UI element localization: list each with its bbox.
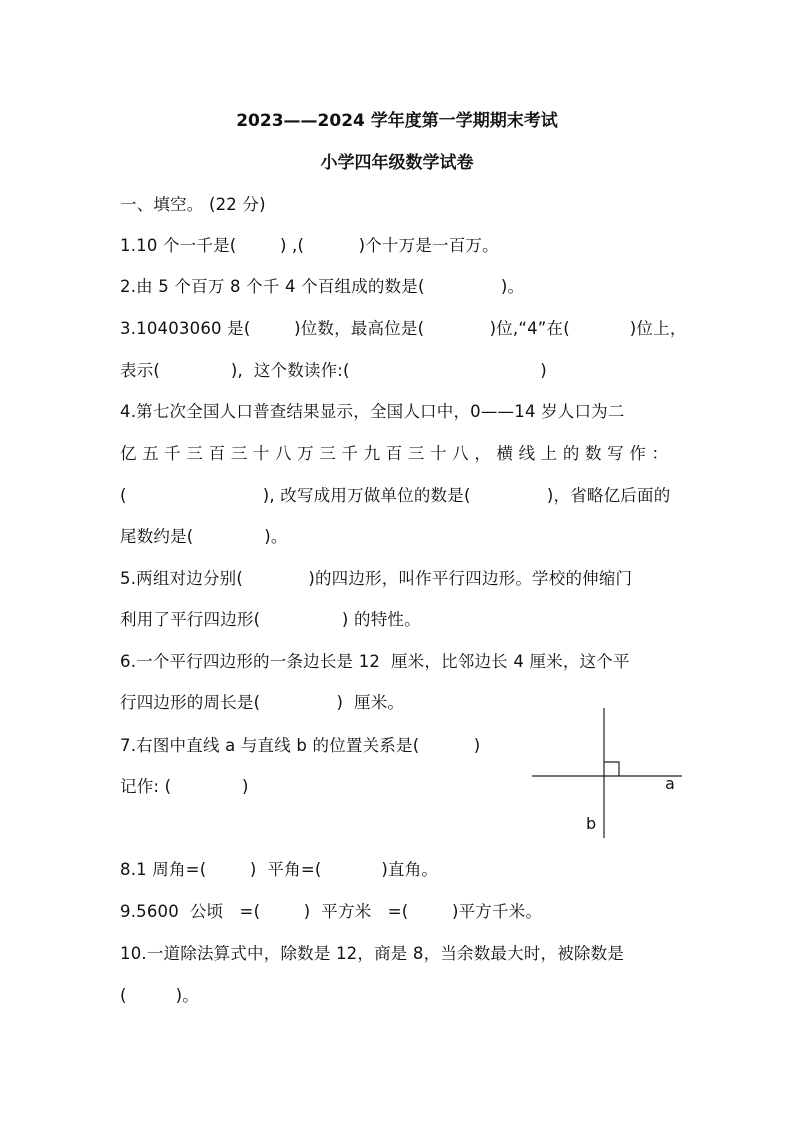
- question-line: 7.右图中直线 a 与直线 b 的位置关系是( ): [120, 736, 481, 755]
- question-line: 5.两组对边分别( )的四边形，叫作平行四边形。学校的伸缩门: [120, 569, 633, 588]
- line-a-label: a: [665, 774, 675, 793]
- line-b-label: b: [586, 814, 597, 833]
- question-line: 1.10 个一千是( ) ,( )个十万是一百万。: [120, 236, 499, 255]
- right-angle-mark: [604, 762, 619, 776]
- question-line: 10.一道除法算式中，除数是 12，商是 8，当余数最大时，被除数是: [120, 944, 625, 963]
- question-line: 记作: ( ): [120, 777, 249, 796]
- question-line: ( ), 改写成用万做单位的数是( )，省略亿后面的: [120, 486, 671, 505]
- question-line: ( )。: [120, 986, 199, 1005]
- question-line: 2.由 5 个百万 8 个千 4 个百组成的数是( )。: [120, 277, 525, 296]
- question-line: 8.1 周角=( ) 平角=( )直角。: [120, 860, 439, 879]
- question-line: 3.10403060 是( )位数，最高位是( )位,“4”在( )位上，: [120, 319, 687, 338]
- question-line: 亿 五 千 三 百 三 十 八 万 三 千 九 百 三 十 八 ， 横 线 上 的 数 写 作 ：: [120, 444, 669, 463]
- question-line: 4.第七次全国人口普查结果显示，全国人口中，0——14 岁人口为二: [120, 402, 625, 421]
- question-line: 6.一个平行四边形的一条边长是 12 厘米，比邻边长 4 厘米，这个平: [120, 652, 630, 671]
- question-line: 利用了平行四边形( ) 的特性。: [120, 610, 421, 629]
- question-line: 9.5600 公顷 =( ) 平方米 =( )平方千米。: [120, 902, 543, 921]
- question-line: 行四边形的周长是( ) 厘米。: [120, 693, 405, 712]
- section-heading: 一、填空。 (22 分): [120, 195, 266, 214]
- question-line: 尾数约是( )。: [120, 527, 288, 546]
- exam-subtitle: 小学四年级数学试卷: [320, 153, 474, 173]
- question-line: 表示( ), 这个数读作:( ): [120, 361, 547, 380]
- exam-title: 2023——2024 学年度第一学期期末考试: [236, 111, 558, 131]
